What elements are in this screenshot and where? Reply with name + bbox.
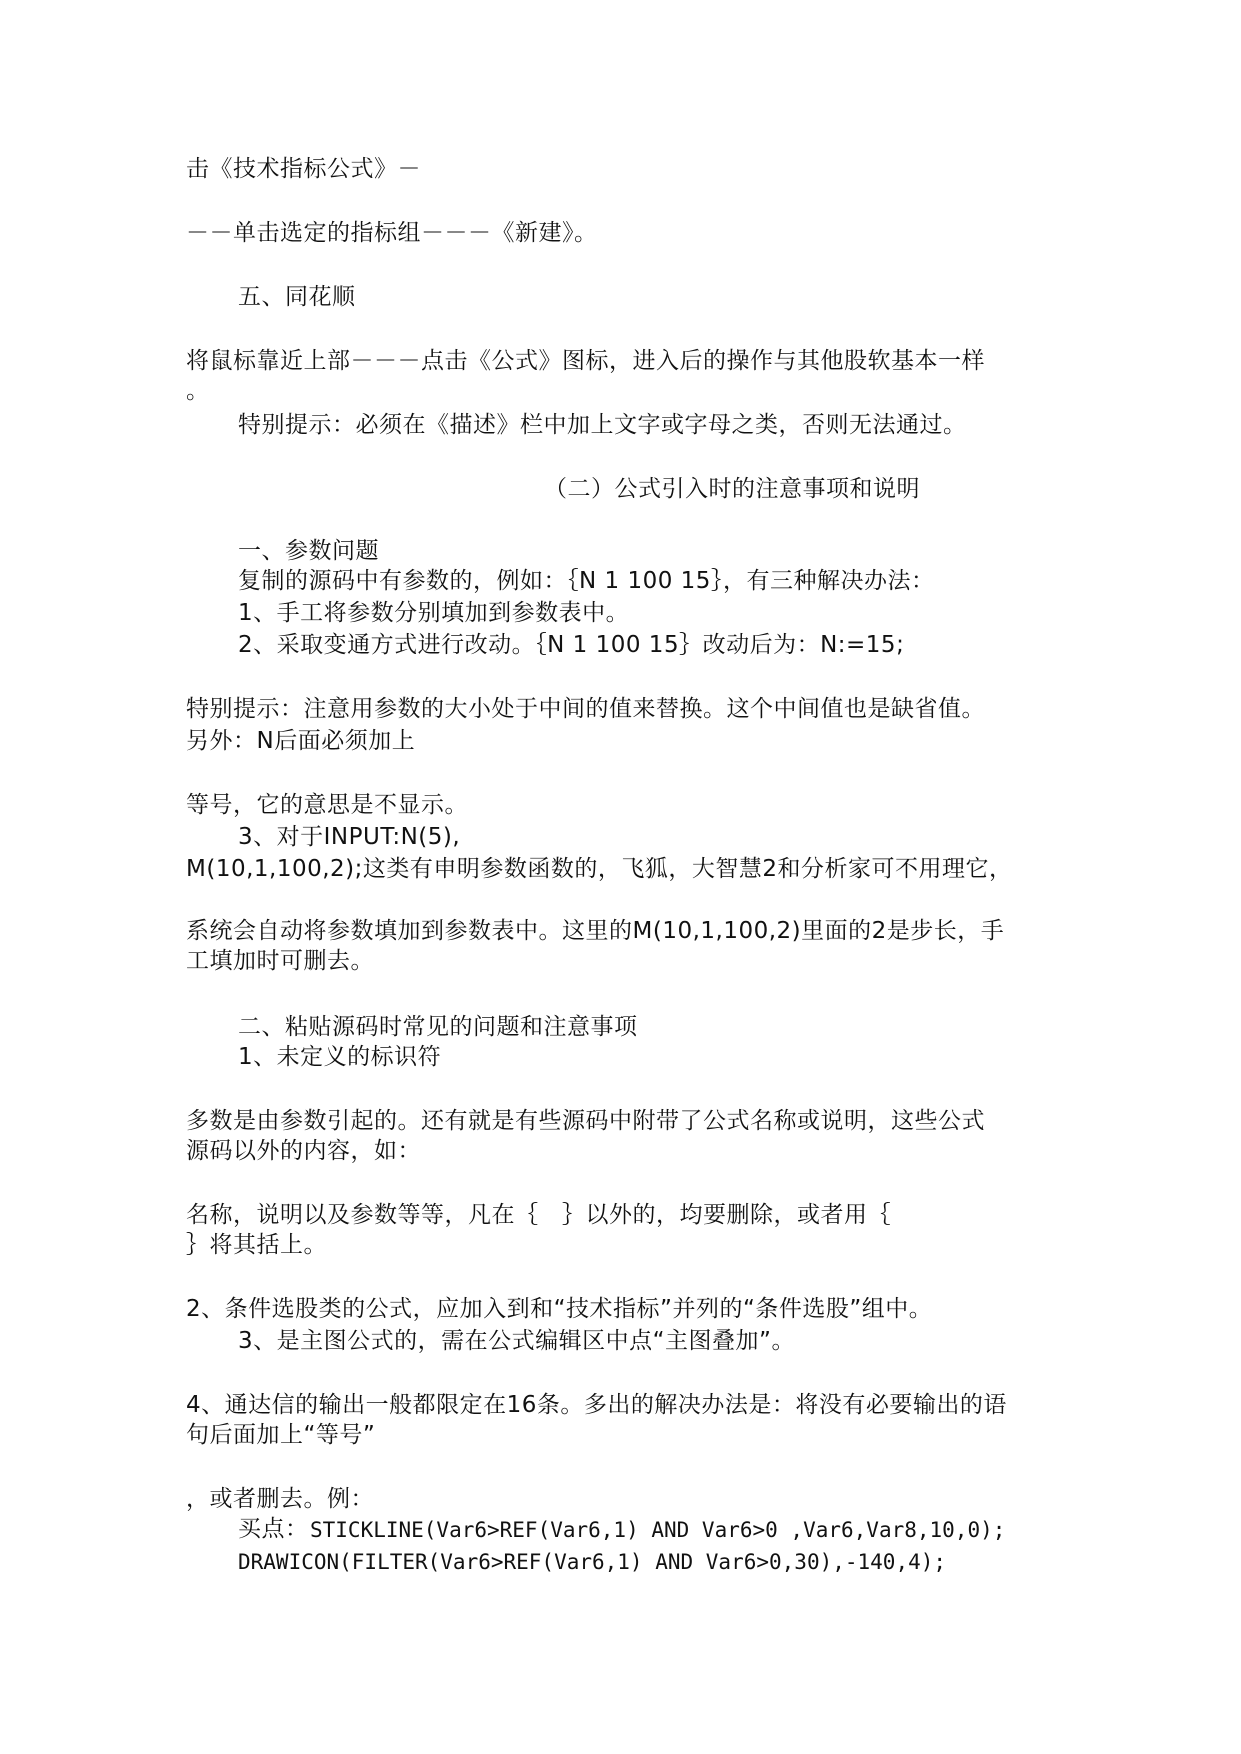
list-item: 4、通达信的输出一般都限定在16条。多出的解决办法是：将没有必要输出的语: [186, 1392, 1007, 1418]
code-line: STICKLINE(Var6>REF(Var6,1) AND Var6>0 ,Var6,Var8,10,0);: [310, 1518, 1006, 1542]
list-item: 2、采取变通方式进行改动。｛N 1 100 15｝改动后为：N:=15;: [238, 632, 905, 658]
text-line: 击《技术指标公式》－: [186, 156, 421, 182]
code-line: DRAWICON(FILTER(Var6>REF(Var6,1) AND Var6>0,30),-140,4);: [238, 1550, 947, 1574]
section-heading: 五、同花顺: [238, 284, 356, 310]
text-line: ｝将其括上。: [186, 1232, 327, 1258]
text-line: 句后面加上“等号”: [186, 1422, 376, 1448]
text-line: 另外：N后面必须加上: [186, 728, 416, 754]
text-line: M(10,1,100,2);这类有申明参数函数的，飞狐，大智慧2和分析家可不用理它，: [186, 856, 1013, 882]
text-line: －－单击选定的指标组－－－《新建》。: [186, 220, 598, 246]
list-item: 1、手工将参数分别填加到参数表中。: [238, 600, 630, 626]
text-line: 。: [186, 378, 210, 404]
list-item: 3、对于INPUT:N(5),: [238, 824, 461, 850]
text-line: 将鼠标靠近上部－－－点击《公式》图标，进入后的操作与其他股软基本一样: [186, 348, 985, 374]
text-line: 系统会自动将参数填加到参数表中。这里的M(10,1,100,2)里面的2是步长，手: [186, 918, 1005, 944]
text-line: 多数是由参数引起的。还有就是有些源码中附带了公式名称或说明，这些公式: [186, 1108, 985, 1134]
text-line: 名称，说明以及参数等等，凡在｛ ｝以外的，均要删除，或者用｛: [186, 1202, 891, 1228]
tip-line: 特别提示：必须在《描述》栏中加上文字或字母之类，否则无法通过。: [238, 412, 967, 438]
section-heading: 二、粘贴源码时常见的问题和注意事项: [238, 1014, 638, 1040]
section-title: （二）公式引入时的注意事项和说明: [544, 476, 920, 502]
list-item: 1、未定义的标识符: [238, 1044, 442, 1070]
tip-line: 特别提示：注意用参数的大小处于中间的值来替换。这个中间值也是缺省值。: [186, 696, 985, 722]
text-line: 等号，它的意思是不显示。: [186, 792, 468, 818]
text-line: 源码以外的内容，如：: [186, 1138, 421, 1164]
text-line: 工填加时可删去。: [186, 948, 374, 974]
section-heading: 一、参数问题: [238, 538, 379, 564]
text-line: 复制的源码中有参数的，例如：｛N 1 100 15｝，有三种解决办法：: [238, 568, 935, 594]
text-line: ，或者删去。例：: [186, 1486, 374, 1512]
list-item: 3、是主图公式的，需在公式编辑区中点“主图叠加”。: [238, 1328, 795, 1354]
list-item: 2、条件选股类的公式，应加入到和“技术指标”并列的“条件选股”组中。: [186, 1296, 933, 1322]
code-label: 买点：: [238, 1516, 309, 1542]
